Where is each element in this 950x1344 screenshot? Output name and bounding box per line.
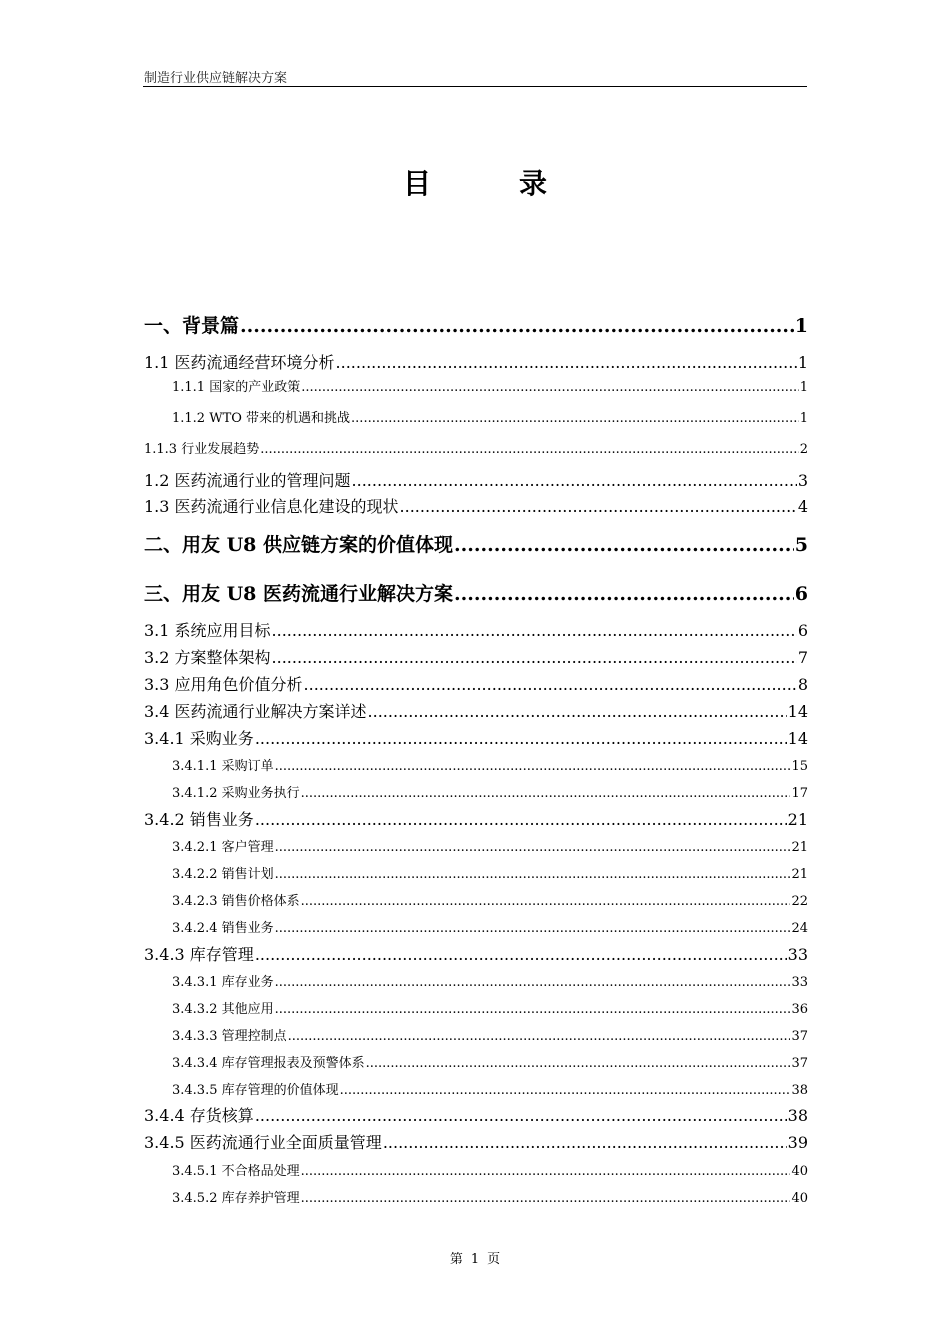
toc-entry-label: 3.4.1 采购业务 xyxy=(144,729,254,748)
toc-entry-label: 3.4 医药流通行业解决方案详述 xyxy=(144,702,367,721)
toc-leader-dots xyxy=(272,621,797,640)
toc-entry[interactable] xyxy=(144,699,808,722)
page-footer xyxy=(0,1248,950,1267)
toc-entry[interactable] xyxy=(144,350,808,373)
toc-entry[interactable] xyxy=(144,494,808,517)
toc-leader-dots xyxy=(368,702,787,721)
toc-entry-label: 3.4.5.2 库存养护管理 xyxy=(172,1191,300,1206)
toc-leader-dots xyxy=(275,867,791,882)
toc-entry-page: 40 xyxy=(791,1164,808,1179)
toc-entry-page: 15 xyxy=(791,759,808,774)
toc-entry-page: 24 xyxy=(791,921,808,936)
toc-entry[interactable] xyxy=(172,782,808,801)
footer-page-number: 1 xyxy=(470,1252,480,1267)
toc-entry-label: 一、背景篇 xyxy=(144,315,240,337)
toc-entry-label: 3.4.3.3 管理控制点 xyxy=(172,1029,287,1044)
toc-entry[interactable] xyxy=(172,1187,808,1206)
toc-leader-dots xyxy=(288,1029,791,1044)
toc-entry-page: 14 xyxy=(787,729,808,748)
toc-entry-page: 22 xyxy=(791,894,808,909)
toc-entry-page: 8 xyxy=(797,675,808,694)
toc-entry-label: 3.4.3.1 库存业务 xyxy=(172,975,274,990)
toc-entry-label: 3.4.2.3 销售价格体系 xyxy=(172,894,300,909)
toc-leader-dots xyxy=(304,675,797,694)
toc-entry[interactable] xyxy=(144,942,808,965)
toc-leader-dots xyxy=(275,840,791,855)
toc-entry-page: 14 xyxy=(787,702,808,721)
toc-entry-label: 1.1.2 WTO 带来的机遇和挑战 xyxy=(172,411,351,426)
toc-entry-label: 3.4.2 销售业务 xyxy=(144,810,254,829)
toc-entry-label: 三、用友 U8 医药流通行业解决方案 xyxy=(144,583,454,605)
toc-leader-dots xyxy=(255,810,787,829)
toc-entry-label: 3.4.3 库存管理 xyxy=(144,945,254,964)
toc-entry-page: 1 xyxy=(799,411,808,426)
toc-leader-dots xyxy=(366,1056,791,1071)
toc-title-char-2: 录 xyxy=(519,167,548,200)
toc-leader-dots xyxy=(301,894,791,909)
toc-entry-label: 3.4.1.2 采购业务执行 xyxy=(172,786,300,801)
toc-title xyxy=(0,162,950,202)
toc-leader-dots xyxy=(301,380,799,395)
footer-prefix: 第 xyxy=(449,1252,463,1267)
toc-entry[interactable] xyxy=(172,1052,808,1071)
toc-entry[interactable] xyxy=(172,917,808,936)
toc-entry-label: 3.4.2.4 销售业务 xyxy=(172,921,274,936)
toc-entry[interactable] xyxy=(172,998,808,1017)
toc-entry-page: 1 xyxy=(794,315,808,337)
toc-entry-label: 3.4.4 存货核算 xyxy=(144,1106,254,1125)
toc-entry[interactable] xyxy=(144,645,808,668)
toc-entry-label: 3.4.2.2 销售计划 xyxy=(172,867,274,882)
toc-leader-dots xyxy=(336,353,797,372)
toc-entry-label: 1.1.1 国家的产业政策 xyxy=(172,380,301,395)
toc-leader-dots xyxy=(240,315,794,337)
toc-leader-dots xyxy=(454,534,794,556)
toc-entry-label: 3.4.5.1 不合格品处理 xyxy=(172,1164,300,1179)
toc-entry-label: 1.1.3 行业发展趋势 xyxy=(144,442,260,457)
toc-entry-label: 3.1 系统应用目标 xyxy=(144,621,271,640)
toc-entry[interactable] xyxy=(144,1130,808,1153)
toc-entry[interactable] xyxy=(172,755,808,774)
toc-entry[interactable] xyxy=(172,376,808,395)
toc-leader-dots xyxy=(301,1191,791,1206)
toc-leader-dots xyxy=(352,471,797,490)
toc-leader-dots xyxy=(351,411,799,426)
toc-entry-page: 6 xyxy=(794,583,808,605)
toc-entry[interactable] xyxy=(172,836,808,855)
toc-leader-dots xyxy=(340,1083,791,1098)
toc-entry[interactable] xyxy=(172,407,808,426)
toc-entry-page: 17 xyxy=(791,786,808,801)
toc-entry-page: 36 xyxy=(791,1002,808,1017)
toc-leader-dots xyxy=(272,648,797,667)
toc-title-char-1: 目 xyxy=(402,167,431,200)
toc-entry-label: 1.3 医药流通行业信息化建设的现状 xyxy=(144,497,399,516)
toc-entry-page: 21 xyxy=(791,867,808,882)
toc-entry[interactable] xyxy=(144,438,808,457)
toc-entry-page: 3 xyxy=(797,471,808,490)
toc-entry[interactable] xyxy=(172,863,808,882)
toc-entry-label: 3.4.3.2 其他应用 xyxy=(172,1002,274,1017)
toc-entry-page: 40 xyxy=(791,1191,808,1206)
running-header: 制造行业供应链解决方案 xyxy=(144,71,288,86)
toc-entry-page: 33 xyxy=(791,975,808,990)
toc-entry[interactable] xyxy=(144,311,808,338)
toc-entry-page: 6 xyxy=(797,621,808,640)
toc-entry-page: 38 xyxy=(787,1106,808,1125)
toc-entry-page: 37 xyxy=(791,1029,808,1044)
toc-entry[interactable] xyxy=(144,1103,808,1126)
toc-entry-label: 3.4.5 医药流通行业全面质量管理 xyxy=(144,1133,382,1152)
toc-entry-page: 21 xyxy=(787,810,808,829)
toc-entry[interactable] xyxy=(144,579,808,606)
toc-entry[interactable] xyxy=(144,726,808,749)
toc-leader-dots xyxy=(275,921,791,936)
toc-entry[interactable] xyxy=(172,890,808,909)
toc-entry[interactable] xyxy=(172,1025,808,1044)
toc-leader-dots xyxy=(301,786,791,801)
toc-entry-page: 4 xyxy=(797,497,808,516)
toc-entry-label: 二、用友 U8 供应链方案的价值体现 xyxy=(144,534,454,556)
toc-leader-dots xyxy=(454,583,794,605)
header-rule xyxy=(143,86,807,87)
toc-leader-dots xyxy=(275,759,791,774)
toc-entry[interactable] xyxy=(172,1079,808,1098)
toc-leader-dots xyxy=(400,497,797,516)
toc-entry-page: 7 xyxy=(797,648,808,667)
toc-leader-dots xyxy=(255,1106,787,1125)
toc-entry[interactable] xyxy=(172,1160,808,1179)
toc-entry-label: 1.1 医药流通经营环境分析 xyxy=(144,353,335,372)
toc-entry-label: 3.3 应用角色价值分析 xyxy=(144,675,303,694)
toc-leader-dots xyxy=(275,975,791,990)
toc-entry-label: 1.2 医药流通行业的管理问题 xyxy=(144,471,351,490)
toc-entry-label: 3.4.2.1 客户管理 xyxy=(172,840,274,855)
toc-leader-dots xyxy=(260,442,799,457)
toc-entry-page: 39 xyxy=(787,1133,808,1152)
toc-entry[interactable] xyxy=(144,672,808,695)
toc-entry[interactable] xyxy=(144,530,808,557)
toc-entry[interactable] xyxy=(144,468,808,491)
toc-entry-label: 3.4.1.1 采购订单 xyxy=(172,759,274,774)
toc-entry-page: 1 xyxy=(797,353,808,372)
toc-entry-page: 5 xyxy=(794,534,808,556)
toc-entry-label: 3.4.3.5 库存管理的价值体现 xyxy=(172,1083,339,1098)
toc-entry-page: 33 xyxy=(787,945,808,964)
toc-leader-dots xyxy=(255,729,787,748)
toc-leader-dots xyxy=(255,945,787,964)
toc-entry-page: 37 xyxy=(791,1056,808,1071)
toc-leader-dots xyxy=(383,1133,787,1152)
toc-entry-page: 38 xyxy=(791,1083,808,1098)
toc-entry-page: 1 xyxy=(799,380,808,395)
toc-entry-label: 3.4.3.4 库存管理报表及预警体系 xyxy=(172,1056,365,1071)
toc-entry[interactable] xyxy=(144,618,808,641)
toc-leader-dots xyxy=(301,1164,791,1179)
toc-entry[interactable] xyxy=(172,971,808,990)
toc-entry-page: 2 xyxy=(799,442,808,457)
toc-entry-page: 21 xyxy=(791,840,808,855)
toc-entry[interactable] xyxy=(144,807,808,830)
toc-entry-label: 3.2 方案整体架构 xyxy=(144,648,271,667)
toc-leader-dots xyxy=(275,1002,791,1017)
footer-suffix: 页 xyxy=(487,1252,501,1267)
